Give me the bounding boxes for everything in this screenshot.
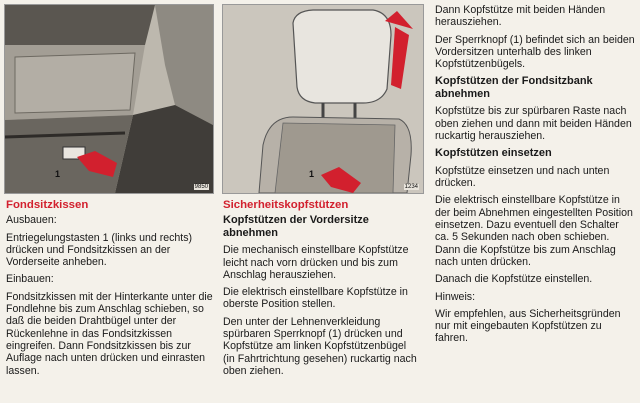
rear-seat-cushion-figure (4, 4, 214, 194)
paragraph: Die elektrisch einstellbare Kopfstütze in der beim Abnehmen eingestellten Position einsetzen. Dazu eventuell den Schalter ca. 5 Sekunden nach oben schieben. Dann die Kopfstütze bis zum Anschlag nach unten drücken. (435, 194, 633, 268)
paragraph: Die mechanisch einstellbare Kopfstütze leicht nach vorn drücken und bis zum Anschlag herausziehen. (223, 244, 409, 281)
subheading: Kopfstützen einsetzen (435, 147, 552, 160)
paragraph: Dann Kopfstütze mit beiden Händen herausziehen. (435, 4, 606, 29)
section-heading: Sicherheitskopfstützen (223, 199, 349, 211)
headrest-shape (293, 10, 391, 103)
rear-seat-cushion-section (6, 199, 214, 382)
paragraph: Kopfstütze einsetzen und nach unten drücken. (435, 164, 610, 190)
rear-seat-illustration (5, 5, 213, 193)
paragraph: Danach die Kopfstütze einstellen. (435, 273, 593, 286)
section-heading: Fondsitzkissen (6, 199, 89, 211)
paragraph: Einbauen: (6, 273, 54, 286)
figure-number: 1234 (404, 184, 418, 190)
subheading: Kopfstützen der Fondsitzbank abnehmen (435, 75, 593, 100)
paragraph: Der Sperrknopf (1) befindet sich an beiden Vordersitzen unterhalb des linken Kopfstützenbügels. (435, 33, 635, 71)
paragraph: Kopfstütze bis zur spürbaren Raste nach oben ziehen und dann mit beiden Händen ruckartig herausziehen. (435, 105, 632, 143)
callout-label: 1 (309, 169, 315, 179)
figure-number: 9850 (194, 184, 208, 190)
paragraph: Fondsitzkissen mit der Hinterkante unter die Fondlehne bis zum Anschlag schieben, so daß die beiden Drahtbügel unter der Rückenlehne in das Fondsitzkissen eingreifen. Dann Fondsitzkissen bis zur Auflage nach unten drücken und einrasten lassen. (6, 290, 213, 377)
subheading: Kopfstützen der Vordersitze abnehmen (223, 214, 369, 239)
paragraph: Ausbauen: (6, 214, 57, 227)
callout-label: 1 (55, 169, 61, 179)
front-headrest-figure (222, 4, 424, 194)
headrest-illustration (223, 5, 423, 193)
headrest-section (223, 199, 419, 382)
paragraph: Entriegelungstasten 1 (links und rechts) drücken und Fondsitzkissen an der Vorderseite anheben. (6, 231, 193, 269)
headrest-continued-section (435, 4, 635, 350)
paragraph: Den unter der Lehnenverkleidung spürbaren Sperrknopf (1) drücken und Kopfstütze am linken Kopfstützenbügel (in Fahrtrichtung gesehen) ruckartig nach oben ziehen. (223, 315, 417, 377)
paragraph: Die elektrisch einstellbare Kopfstütze in oberste Position stellen. (223, 286, 408, 311)
paragraph: Hinweis: (435, 290, 476, 303)
paragraph: Wir empfehlen, aus Sicherheitsgründen nur mit eingebauten Kopfstützen zu fahren. (435, 307, 621, 345)
